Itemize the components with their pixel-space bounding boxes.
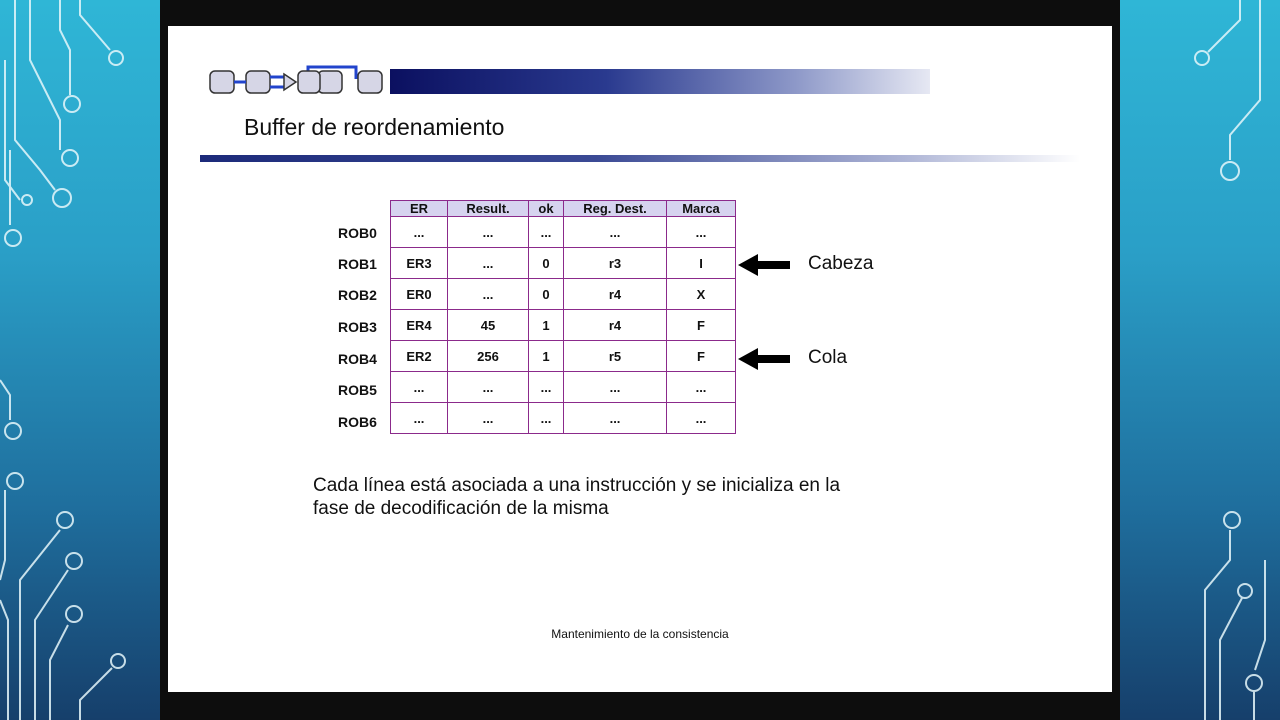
table-cell: ... — [564, 403, 667, 434]
row-label: ROB2 — [338, 287, 377, 303]
head-pointer-label: Cabeza — [808, 253, 874, 274]
row-label: ROB4 — [338, 351, 377, 367]
table-cell: ER2 — [391, 341, 448, 372]
column-header: Reg. Dest. — [564, 201, 667, 217]
table-cell: ... — [564, 217, 667, 248]
slide-description: Cada línea está asociada a una instrucción y se inicializa en la fase de decodificación de la misma — [313, 475, 841, 519]
table-row — [391, 341, 736, 372]
table-cell: ... — [667, 372, 736, 403]
table-cell: ... — [564, 372, 667, 403]
tail-pointer-label: Cola — [808, 347, 848, 368]
table-cell: ... — [667, 217, 736, 248]
table-cell: F — [667, 310, 736, 341]
column-header: Result. — [448, 201, 529, 217]
circuit-lines-icon — [1120, 0, 1280, 720]
table-cell: 1 — [529, 341, 564, 372]
table-row — [391, 279, 736, 310]
table-cell: ... — [391, 372, 448, 403]
table-row — [391, 403, 736, 434]
circuit-lines-icon — [0, 0, 160, 720]
table-cell: r5 — [564, 341, 667, 372]
table-cell: 0 — [529, 279, 564, 310]
table-cell: X — [667, 279, 736, 310]
table-cell: ... — [448, 248, 529, 279]
table-cell: r4 — [564, 310, 667, 341]
row-label: ROB3 — [338, 319, 377, 335]
tail-arrow-icon — [738, 348, 792, 370]
row-label: ROB6 — [338, 414, 377, 430]
table-cell: r3 — [564, 248, 667, 279]
table-cell: ... — [448, 217, 529, 248]
column-header: ER — [391, 201, 448, 217]
table-row — [391, 217, 736, 248]
slide — [168, 26, 1112, 692]
slide-title: Buffer de reordenamiento — [244, 114, 505, 140]
table-cell: 45 — [448, 310, 529, 341]
table-cell: 0 — [529, 248, 564, 279]
table-cell: F — [667, 341, 736, 372]
table-cell: ... — [391, 403, 448, 434]
table-cell: r4 — [564, 279, 667, 310]
right-decor-panel — [1120, 0, 1280, 720]
row-label: ROB1 — [338, 256, 377, 272]
table-row — [391, 248, 736, 279]
row-label: ROB0 — [338, 225, 377, 241]
table-cell: ... — [529, 403, 564, 434]
table-cell: ... — [529, 372, 564, 403]
table-row — [391, 310, 736, 341]
header-gradient-bar — [390, 69, 930, 94]
row-label: ROB5 — [338, 382, 377, 398]
table-cell: I — [667, 248, 736, 279]
reorder-buffer-table — [390, 200, 736, 434]
table-cell: 1 — [529, 310, 564, 341]
pipeline-logo-icon — [208, 65, 388, 99]
table-header-row — [391, 201, 736, 217]
title-underline — [200, 155, 1080, 162]
table-cell: ER3 — [391, 248, 448, 279]
table-cell: ... — [529, 217, 564, 248]
table-cell: ... — [448, 279, 529, 310]
table-cell: ... — [391, 217, 448, 248]
table-cell: ER4 — [391, 310, 448, 341]
table-cell: ER0 — [391, 279, 448, 310]
table-cell: ... — [667, 403, 736, 434]
table-cell: ... — [448, 372, 529, 403]
slide-footer: Mantenimiento de la consistencia — [551, 627, 729, 641]
table-row — [391, 372, 736, 403]
left-decor-panel — [0, 0, 160, 720]
column-header: ok — [529, 201, 564, 217]
head-arrow-icon — [738, 254, 792, 276]
column-header: Marca — [667, 201, 736, 217]
table-cell: 256 — [448, 341, 529, 372]
table-cell: ... — [448, 403, 529, 434]
